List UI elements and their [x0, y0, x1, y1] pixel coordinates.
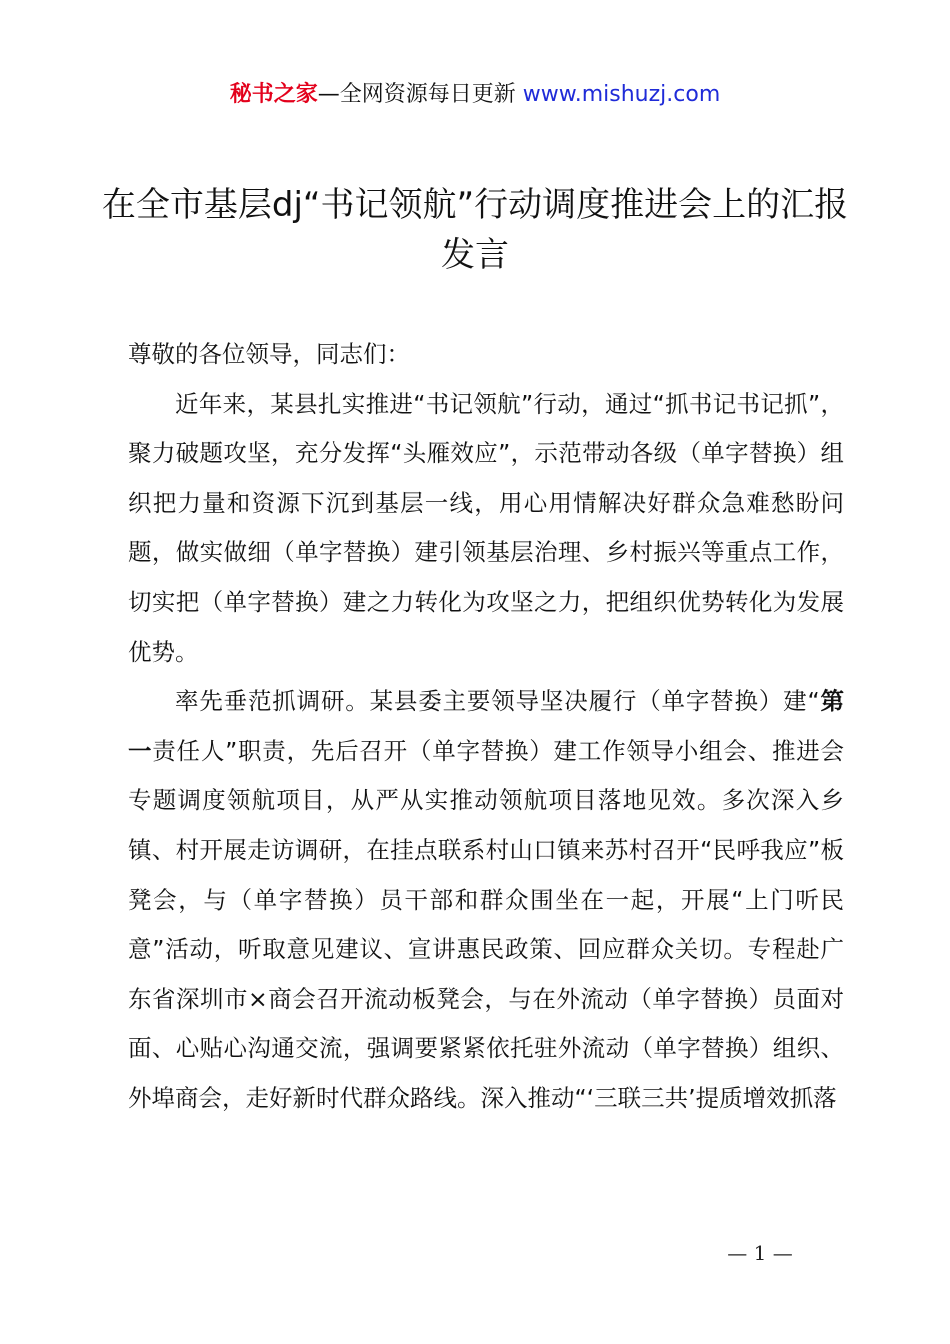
document-title: 在全市基层dj“书记领航”行动调度推进会上的汇报发言 [101, 185, 849, 275]
brand-name: 秘书之家 [229, 82, 318, 107]
paragraph-text: 率先垂范抓调研。某县委主要领导坚决履行（单字替换）建“ [175, 687, 820, 716]
banner-tagline: —全网资源每日更新 [317, 82, 523, 107]
bold-text: 第一 [128, 687, 844, 765]
paragraph-intro: 近年来，某县扎实推进“书记领航”行动，通过“抓书记书记抓”，聚力破题攻坚，充分发挥“头雁效应”，示范带动各级（单字替换）组织把力量和资源下沉到基层一线，用心用情解决好群众急难愁盼问题，做实做细（单字替换）建引领基层治理、乡村振兴等重点工作，切实把（单字替换）建之力转化为攻坚之力，把组织优势转化为发展优势。 [128, 389, 844, 666]
salutation: 尊敬的各位领导，同志们： [128, 340, 410, 368]
site-url-link[interactable]: www.mishuzj.com [522, 82, 721, 107]
paragraph-text: 责任人”职责，先后召开（单字替换）建工作领导小组会、推进会专题调度领航项目，从严从实推动领航项目落地见效。多次深入乡镇、村开展走访调研，在挂点联系村山口镇来苏村召开“民呼我应”板凳会，与（单字替换）员干部和群众围坐在一起，开展“上门听民意”活动，听取意见建议、宣讲惠民政策、回应群众关切。专程赴广东省深圳市×商会召开流动板凳会，与在外流动（单字替换）员面对面、心贴心沟通交流，强调要紧紧依托驻外流动（单字替换）组织、外埠商会，走好新时代群众路线。深入推动“‘三联三共’提质增效抓落 [128, 736, 844, 1112]
page-number: — 1 — [727, 1241, 793, 1265]
site-banner [0, 80, 950, 110]
paragraph-research [128, 677, 844, 1123]
document-body [128, 330, 844, 1124]
